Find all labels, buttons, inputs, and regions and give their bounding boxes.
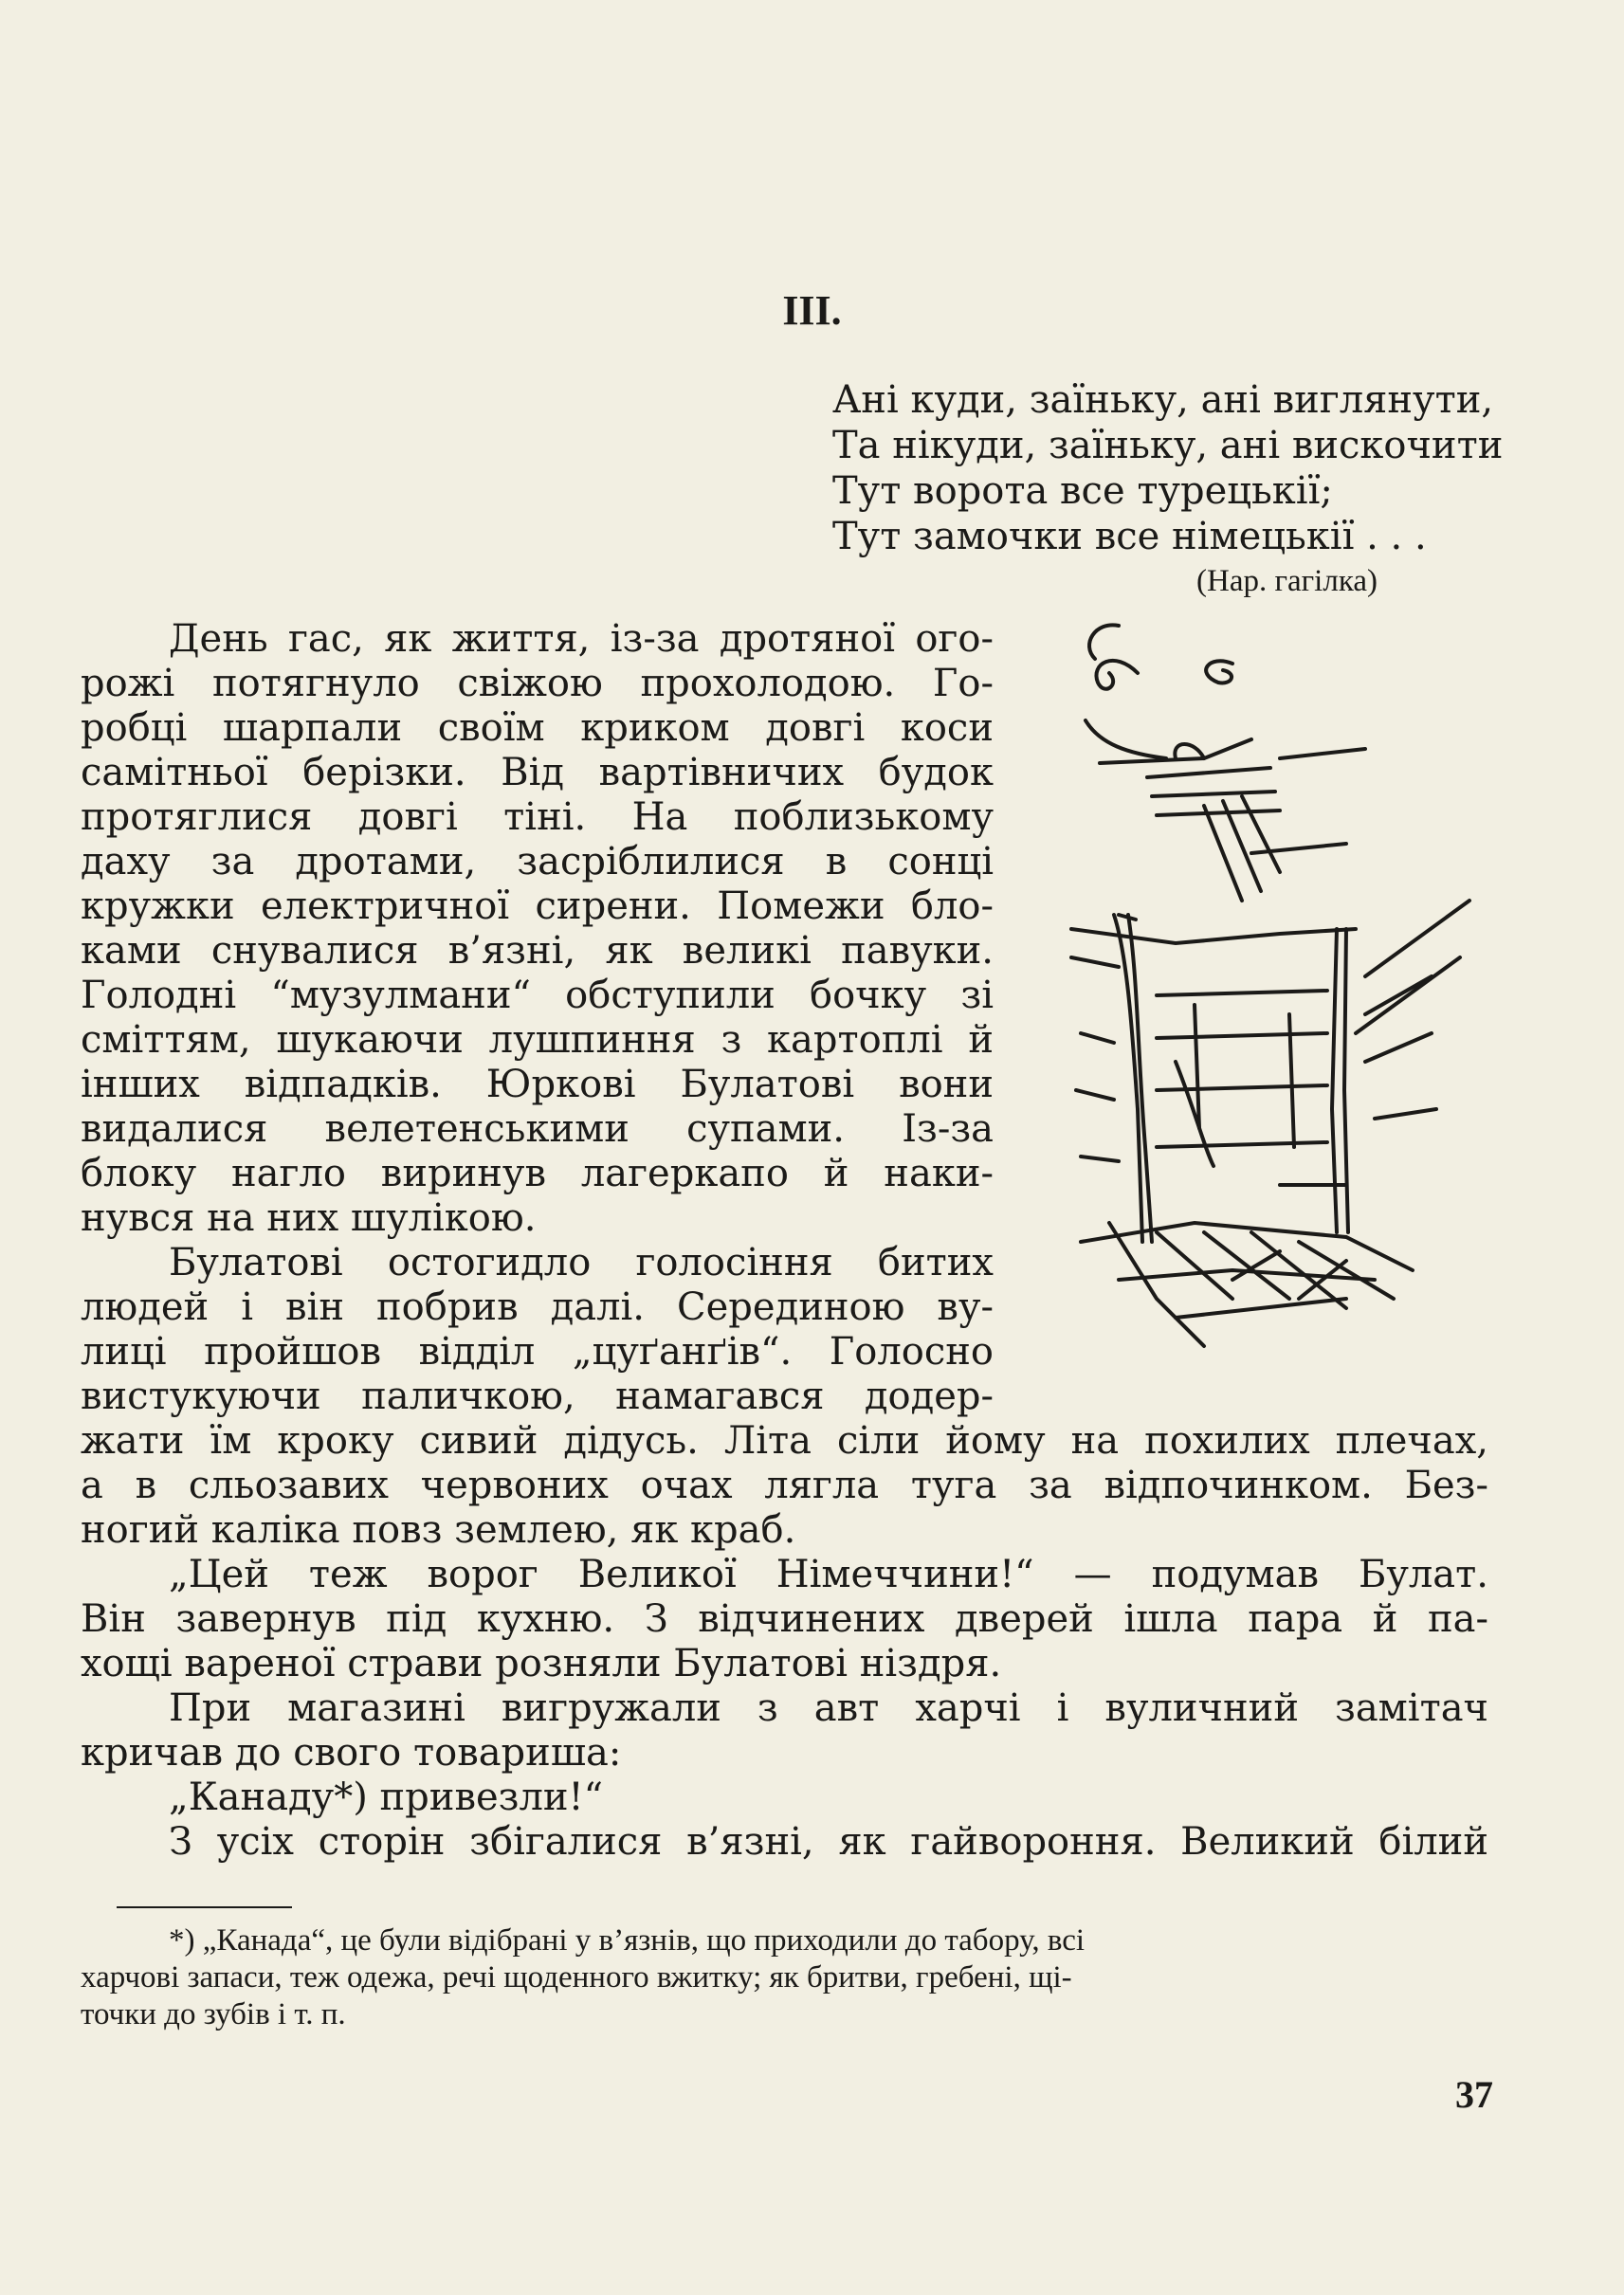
- body-line: ногий каліка повз землею, як краб.: [81, 1508, 796, 1552]
- body-line: хощі вареної страви розняли Булатові ніздря.: [81, 1642, 1002, 1685]
- body-line: рожі потягнуло свіжою прохолодою. Го-: [81, 662, 994, 705]
- footnote-line: *) „Канада“, це були відібрані у в’язнів, що приходили до табору, всі: [169, 1923, 1086, 1958]
- epigraph-line: Тут ворота все турецькії;: [832, 469, 1333, 513]
- body-line: З усіх сторін збігалися в’язні, як гайвороння. Великий білий: [169, 1820, 1488, 1864]
- body-line: видалися велетенськими супами. Із-за: [81, 1107, 994, 1151]
- epigraph: [832, 377, 1504, 599]
- body-line: а в сльозавих червоних очах лягла туга за відпочинком. Без-: [81, 1464, 1488, 1507]
- body-line: При магазині вигружали з авт харчі і вуличний замітач: [169, 1686, 1488, 1730]
- epigraph-line: Ані куди, заїньку, ані виглянути,: [832, 378, 1494, 422]
- guard-tower-sketch-icon: [1062, 616, 1479, 1375]
- body-line: даху за дротами, засріблилися в сонці: [81, 840, 994, 883]
- body-line: кружки електричної сирени. Помежи бло-: [81, 884, 994, 928]
- epigraph-source: (Нар. гагілка): [1196, 564, 1378, 598]
- body-line: лиці пройшов відділ „цуґанґів“. Голосно: [81, 1330, 994, 1374]
- footnote-line: точки до зубів і т. п.: [81, 1997, 346, 2031]
- body-line: протяглися довгі тіні. На поблизькому: [81, 795, 994, 839]
- body-line: самітньої берізки. Від вартівничих будок: [81, 751, 994, 794]
- page-number: 37: [1455, 2073, 1493, 2116]
- body-line: інших відпадків. Юркові Булатові вони: [81, 1063, 994, 1106]
- footnote-line: харчові запаси, теж одежа, речі щоденного вжитку; як бритви, гребені, щі-: [81, 1960, 1072, 1994]
- body-line: Голодні “музулмани“ обступили бочку зі: [81, 974, 994, 1017]
- body-line: робці шарпали своїм криком довгі коси: [81, 706, 994, 750]
- body-line: „Канаду*) привезли!“: [169, 1776, 604, 1819]
- body-line: людей і він побрив далі. Серединою ву-: [81, 1285, 994, 1329]
- chapter-heading: III.: [782, 287, 842, 334]
- body-line: „Цей теж ворог Великої Німеччини!“ — подумав Булат.: [169, 1553, 1488, 1596]
- body-line: нувся на них шулікою.: [81, 1196, 537, 1240]
- body-line: сміттям, шукаючи лушпиння з картоплі й: [81, 1018, 994, 1062]
- body-line: блоку нагло виринув лагеркапо й наки-: [81, 1152, 994, 1195]
- body-line: Він завернув під кухню. З відчинених дверей ішла пара й па-: [81, 1597, 1488, 1641]
- epigraph-line: Та нікуди, заїньку, ані вискочити: [832, 424, 1504, 467]
- body-line: ками снувалися в’язні, як великі павуки.: [81, 929, 994, 973]
- body-line: День гас, як життя, із-за дротяної ого-: [169, 617, 994, 661]
- footnote-rule: [117, 1906, 292, 1908]
- body-line: Булатові остогидло голосіння битих: [169, 1241, 994, 1284]
- body-line: вистукуючи паличкою, намагався додер-: [81, 1375, 994, 1418]
- body-line: жати їм кроку сивий дідусь. Літа сіли йому на похилих плечах,: [81, 1419, 1488, 1463]
- epigraph-line: Тут замочки все німецькії . . .: [832, 515, 1427, 558]
- body-line: кричав до свого товариша:: [81, 1731, 622, 1775]
